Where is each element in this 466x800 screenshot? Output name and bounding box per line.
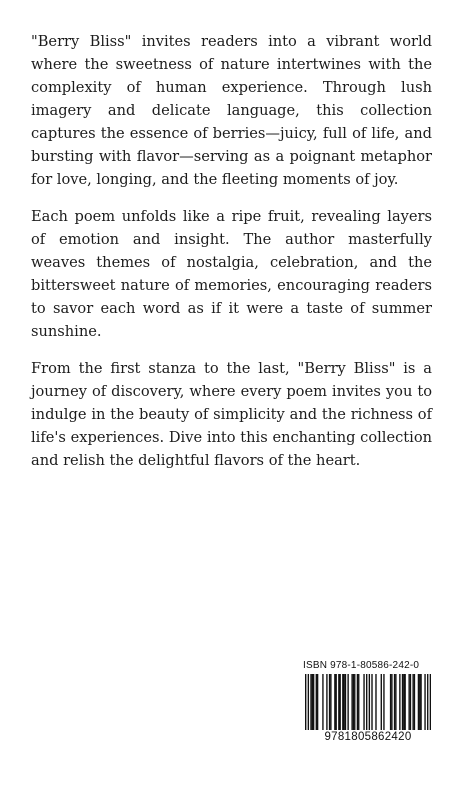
barcode-bar [410,674,411,730]
barcode-bar [305,674,306,730]
barcode-bar [351,674,352,730]
barcode-bar [427,674,428,730]
barcode-bar [343,674,344,730]
barcode-bar [430,674,431,730]
barcode-bar [316,674,317,730]
barcode-bar [418,674,419,730]
barcode-bar [363,674,364,730]
barcode-bar [317,674,318,730]
barcode-bar [334,674,335,730]
barcode-bar [408,674,409,730]
isbn-barcode-block [303,660,433,746]
barcode-bar [395,674,396,730]
barcode-bar [404,674,405,730]
barcode-bar [353,674,354,730]
barcode-bar [347,674,348,730]
barcode-bar [345,674,346,730]
barcode-bar [357,674,358,730]
barcode-bar [390,674,391,730]
barcode-bar [414,674,415,730]
description-paragraph-2: Each poem unfolds like a ripe fruit, revealing layers of emotion and insight. The author masterfully weaves themes of nostalgia, celebration, and the bittersweet nature of memories, encouraging readers to savor each word as if it were a taste of summer sunshine. [31,208,432,340]
barcode-image [305,674,431,730]
isbn-digits: 9781805862420 [324,731,412,743]
barcode-bar [313,674,314,730]
barcode-bar [329,674,330,730]
barcode-bar [326,674,327,730]
barcode-bar [342,674,343,730]
barcode-bar [354,674,355,730]
barcode-bar [369,674,370,730]
barcode-bar [399,674,400,730]
barcode-bar [336,674,337,730]
isbn-label: ISBN 978-1-80586-242-0 [303,660,420,671]
barcode-bar [412,674,413,730]
barcode-bar [330,674,331,730]
barcode-bar [375,674,376,730]
description-paragraph-3: From the first stanza to the last, "Berry Bliss" is a journey of discovery, where every poem invites you to indulge in the beauty of simplicity and the richness of life's experiences. Dive into this enchanting collection and relish the delightful flavors of the heart. [31,360,432,469]
barcode-bar [402,674,403,730]
barcode-bar [381,674,382,730]
barcode-bar [403,674,404,730]
barcode-bar [383,674,384,730]
barcode-bar [358,674,359,730]
barcode-bar [420,674,421,730]
barcode-bar [322,674,323,730]
barcode-bar [419,674,420,730]
cover-description [31,30,432,486]
barcode-bar [312,674,313,730]
description-paragraph-1: "Berry Bliss" invites readers into a vibrant world where the sweetness of nature intertwines with the complexity of human experience. Through lush imagery and delicate language, this collection captures the essence of berries—juicy, full of life, and bursting with flavor—serving as a poignant metaphor for love, longing, and the fleeting moments of joy. [31,33,432,188]
barcode-bar [308,674,309,730]
barcode-bar [391,674,392,730]
barcode-bar [310,674,311,730]
barcode-bar [366,674,367,730]
barcode-bar [338,674,339,730]
barcode-bar [371,674,372,730]
barcode-bar [339,674,340,730]
barcode-bar [424,674,425,730]
barcode-bar [394,674,395,730]
